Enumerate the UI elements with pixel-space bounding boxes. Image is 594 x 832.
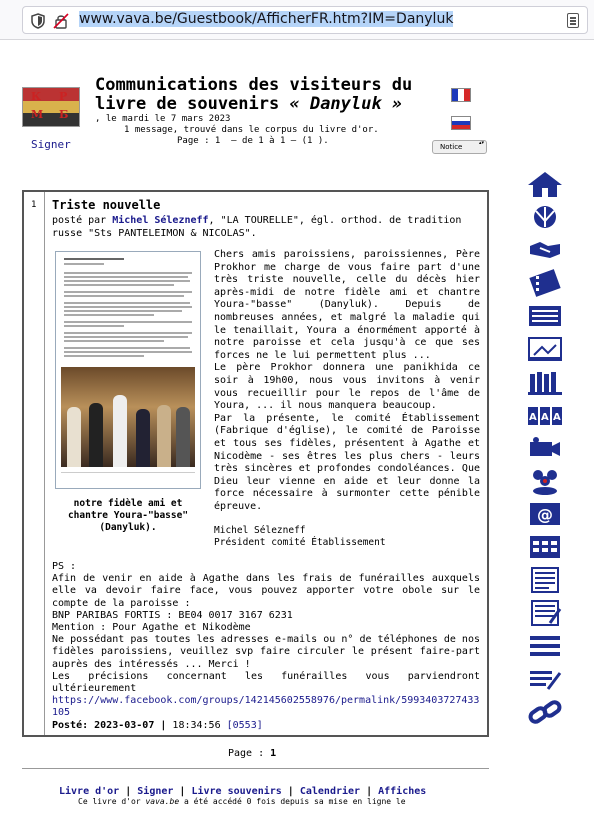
svg-text:A: A — [541, 412, 549, 423]
signer-link[interactable]: Signer — [31, 138, 71, 151]
newspaper-icon[interactable] — [526, 302, 564, 330]
facebook-post-image[interactable] — [55, 251, 201, 489]
message-body: Chers amis paroissiens, paroissiennes, Père Prokhor me charge de vous faire part d'une très triste nouvelle, celle du décès hier après-midi de notre fidèle ami et chantre Youra-"basse" (Danyluk). Depuis de nombreuses années, et malgré la maladie qui le tenaillait, Youra a énormément apporté à notre paroisse et cela jusqu'à ce que ses forces ne le lui permettent plus ... Le père Prokhor donnera une panikhida ce soir à 19h00, nous vous invitons à venir vous recueillir pour le repos de l'âme de Youra, ... il nous manquera beaucoup. Par la présente, le comité Établissement (Fabrique d'église), le comité de Paroisse et tous ses fidèles, présentent à Agathe et Nicodème - ses êtres les plus chers - leurs très sincères et profondes condoléances. Que Dieu leur vienne en aide et leur donne la force nécessaire à surmonter cette pénible épreuve. — [214, 249, 480, 512]
svg-text:@: @ — [537, 505, 553, 524]
group-icon[interactable] — [526, 467, 564, 495]
postscript: PS : Afin de venir en aide à Agathe dans les frais de funérailles auxquels elle va devoir faire face, vous pouvez apporter votre obole sur le compte de la paroisse : BNP PARIBAS FORTIS : BE04 0017 3167 6231 Mention : Pour Agathe et Nikodème Ne possédant pas toutes les adresses e-mails ou n° de téléphones de nos fidèles paroissiens, veuillez svp faire circuler le présent faire-part auprès des intéressés ... Merci ! Les précisions concernant les funérailles vous parviendront ultérieurement https://www.facebook.com/groups/142145602558976/permalink/5993403727433105 Posté: 2023-03-07 | 18:34:56 [0553] — [52, 561, 480, 731]
footer-link-livre-dor[interactable]: Livre d'or — [59, 786, 120, 797]
footer-link-affiches[interactable]: Affiches — [378, 786, 427, 797]
page-title: Communications des visiteurs du livre de souvenirs « Danyluk » — [95, 75, 413, 114]
url-text[interactable]: www.vava.be/Guestbook/AfficherFR.htm?IM=Danyluk — [79, 11, 454, 27]
film-icon[interactable] — [526, 269, 564, 297]
coat-of-arms-icon[interactable] — [526, 203, 564, 231]
reader-view-icon[interactable] — [567, 13, 579, 28]
group-photo — [61, 367, 195, 467]
notice-select[interactable]: Notice ▴▾ — [432, 140, 487, 154]
svg-text:A: A — [529, 412, 537, 423]
notebook-icon[interactable] — [526, 599, 564, 627]
message-id-link[interactable]: [0553] — [226, 719, 263, 731]
abc-blocks-icon[interactable] — [526, 401, 564, 429]
shield-icon[interactable] — [31, 13, 45, 29]
author-link[interactable]: Michel Sélezneff — [112, 215, 209, 226]
message-signature: Michel Sélezneff Président comité Établissement — [214, 525, 386, 548]
page-date: , le mardi le 7 mars 2023 — [95, 114, 231, 124]
french-flag-icon[interactable] — [451, 88, 471, 102]
message-header — [52, 198, 484, 240]
books-icon[interactable] — [526, 368, 564, 396]
chain-link-icon[interactable] — [526, 698, 564, 726]
image-caption: notre fidèle ami et chantre Youra-"basse" (Danyluk). — [67, 498, 189, 533]
footer-nav: Livre d'or | Signer | Livre souvenirs | Calendrier | Affiches — [59, 786, 427, 797]
message-count: 1 message, trouvé dans le corpus du livre d'or. — [124, 125, 379, 135]
message-number: 1 — [31, 200, 37, 210]
footer-link-livre-souvenirs[interactable]: Livre souvenirs — [191, 786, 282, 797]
russian-flag-icon[interactable] — [451, 116, 471, 130]
page-footer-indicator: Page : 1 — [228, 748, 277, 759]
video-camera-icon[interactable] — [526, 434, 564, 462]
document-icon[interactable] — [526, 566, 564, 594]
right-nav — [526, 170, 566, 731]
message-frame — [22, 190, 489, 737]
posted-info: Posté: 2023-03-07 | 18:34:56 [0553] — [52, 719, 263, 731]
signboard-icon[interactable] — [526, 335, 564, 363]
footer-link-signer[interactable]: Signer — [137, 786, 174, 797]
edit-icon[interactable] — [526, 665, 564, 693]
footer-link-calendrier[interactable]: Calendrier — [299, 786, 361, 797]
message-number-column — [24, 192, 45, 735]
site-logo[interactable]: К Р М Б — [22, 87, 80, 127]
list-icon[interactable] — [526, 632, 564, 660]
facebook-link[interactable]: https://www.facebook.com/groups/142145602558976/permalink/5993403727433105 — [52, 695, 480, 719]
handshake-icon[interactable] — [526, 236, 564, 264]
message-title: Triste nouvelle — [52, 198, 161, 212]
access-counter: Ce livre d'or vava.be a été accédé 0 fois depuis sa mise en ligne le — [78, 797, 406, 806]
page-range: Page : 1 — de 1 à 1 — (1 ). — [177, 136, 329, 146]
browser-toolbar — [0, 0, 594, 40]
footer-divider — [22, 768, 489, 769]
insecure-lock-icon[interactable] — [53, 13, 69, 29]
svg-text:A: A — [553, 412, 561, 423]
message-byline: posté par Michel Sélezneff, "LA TOURELLE", égl. orthod. de tradition russe "Sts PANTELEIMON & NICOLAS". — [52, 215, 462, 239]
calendar-icon[interactable] — [526, 533, 564, 561]
email-icon[interactable] — [526, 500, 564, 528]
address-bar[interactable] — [22, 6, 588, 34]
home-icon[interactable] — [526, 170, 564, 198]
